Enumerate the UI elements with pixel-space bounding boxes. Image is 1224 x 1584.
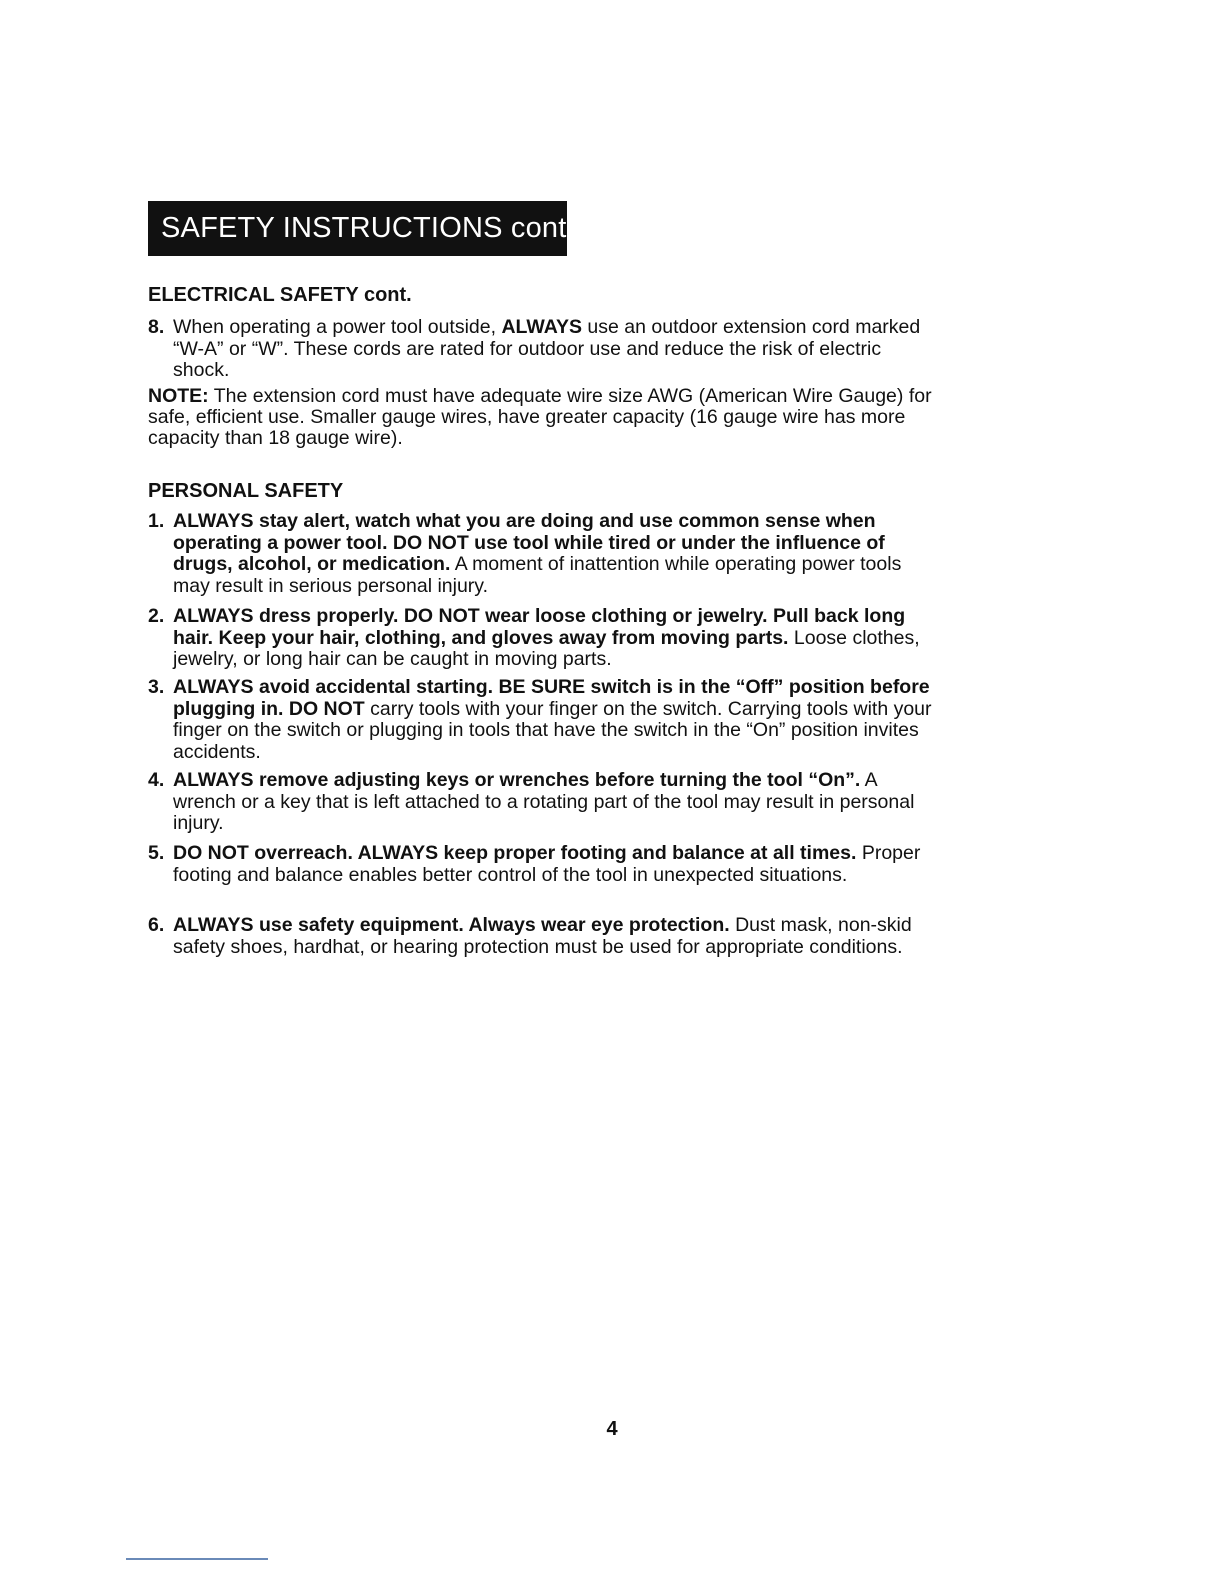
item-text: ALWAYS remove adjusting keys or wrenches before turning the tool “On”. A wrench or a key that is left attached to a rotating part of the tool may result in personal injury. — [173, 769, 915, 834]
section-banner: SAFETY INSTRUCTIONS cont. — [148, 201, 567, 256]
item-text: When operating a power tool outside, ALWAYS use an outdoor extension cord marked “W-A” or “W”. These cords are rated for outdoor use and reduce the risk of electric shock. — [173, 316, 921, 381]
note-label: NOTE: — [148, 385, 209, 407]
item-text: DO NOT overreach. ALWAYS keep proper footing and balance at all times. Proper footing and balance enables better control of the tool in unexpected situations. — [173, 842, 921, 886]
item-text: ALWAYS dress properly. DO NOT wear loose clothing or jewelry. Pull back long hair. Keep your hair, clothing, and gloves away from moving parts. Loose clothes, jewelry, or long hair can be caught in moving parts. — [173, 605, 920, 670]
item-number: 8. — [148, 316, 165, 338]
item-number: 4. — [148, 769, 165, 791]
personal-item-4 — [148, 770, 938, 835]
personal-item-5 — [148, 843, 938, 886]
page-number: 4 — [606, 1418, 618, 1440]
item-number: 1. — [148, 510, 165, 532]
note-paragraph — [148, 386, 948, 449]
item-number: 6. — [148, 914, 165, 936]
item-number: 5. — [148, 842, 165, 864]
item-text: ALWAYS avoid accidental starting. BE SURE switch is in the “Off” position before plugging in. DO NOT carry tools with your finger on the switch. Carrying tools with your finger on the switch or plugging in tools that have the switch in the “On” position invites accidents. — [173, 676, 932, 763]
electrical-item-8 — [148, 317, 938, 382]
personal-item-1 — [148, 511, 938, 597]
item-number: 3. — [148, 676, 165, 698]
personal-item-2 — [148, 606, 938, 671]
note-text: The extension cord must have adequate wire size AWG (American Wire Gauge) for safe, efficient use. Smaller gauge wires, have greater capacity (16 gauge wire has more capacity than 18 gauge wire). — [148, 385, 932, 449]
footer-rule — [126, 1558, 268, 1560]
item-text: ALWAYS use safety equipment. Always wear eye protection. Dust mask, non-skid safety shoes, hardhat, or hearing protection must be used for appropriate conditions. — [173, 914, 912, 958]
personal-item-6 — [148, 915, 938, 958]
item-number: 2. — [148, 605, 165, 627]
electrical-safety-heading: ELECTRICAL SAFETY cont. — [148, 284, 412, 306]
personal-item-3 — [148, 677, 938, 763]
item-text: ALWAYS stay alert, watch what you are doing and use common sense when operating a power tool. DO NOT use tool while tired or under the influence of drugs, alcohol, or medication. A moment of inattention while operating power tools may result in serious personal injury. — [173, 510, 902, 597]
personal-safety-heading: PERSONAL SAFETY — [148, 480, 344, 502]
